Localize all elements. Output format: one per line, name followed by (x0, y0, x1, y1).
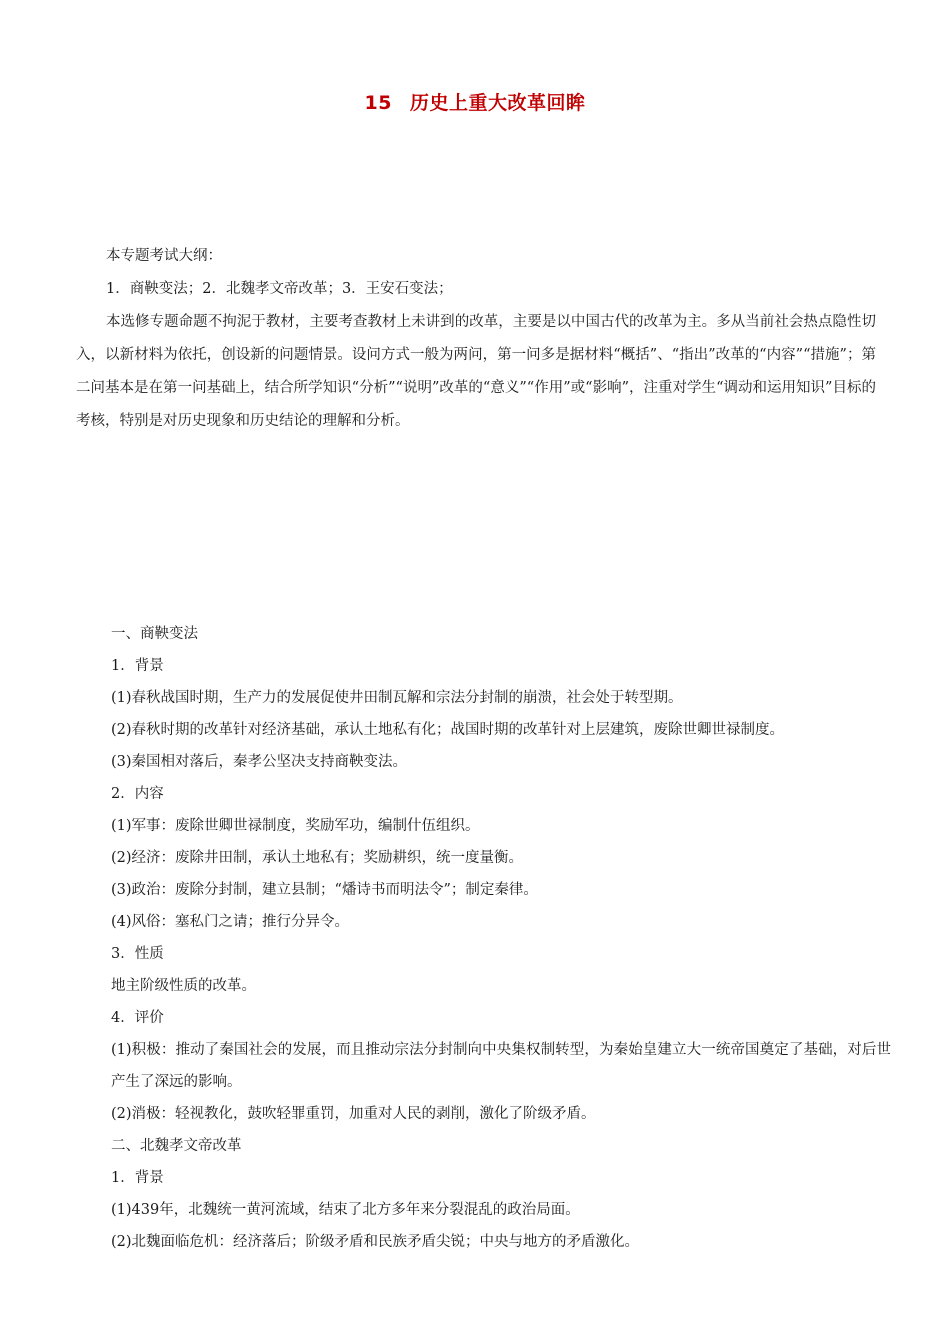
exam-outline-section (76, 240, 876, 438)
list-item: (2)经济：废除井田制，承认土地私有；奖励耕织，统一度量衡。 (111, 850, 524, 866)
outline-heading: 本专题考试大纲： (106, 248, 222, 264)
nature-text: 地主阶级性质的改革。 (111, 978, 256, 994)
evaluation-positive: (1)积极：推动了秦国社会的发展，而且推动宗法分封制向中央集权制转型，为秦始皇建立大一统帝国奠定了基础，对后世产生了深远的影响。 (111, 1042, 891, 1090)
list-item: (2)春秋时期的改革针对经济基础，承认土地私有化；战国时期的改革针对上层建筑，废除世卿世禄制度。 (111, 722, 785, 738)
title-number: 15 (364, 92, 392, 114)
subheading-evaluation: 4．评价 (111, 1010, 164, 1026)
list-item: (1)439年，北魏统一黄河流域，结束了北方多年来分裂混乱的政治局面。 (111, 1202, 580, 1218)
evaluation-negative: (2)消极：轻视教化，鼓吹轻罪重罚，加重对人民的剥削，激化了阶级矛盾。 (111, 1106, 596, 1122)
outline-description: 本选修专题命题不拘泥于教材，主要考查教材上未讲到的改革，主要是以中国古代的改革为主。多从当前社会热点隐性切入，以新材料为依托，创设新的问题情景。设问方式一般为两问，第一问多是据材料“概括”、“指出”改革的“内容”“措施”；第二问基本是在第一问基础上，结合所学知识“分析”“说明”改革的“意义”“作用”或“影响”，注重对学生“调动和运用知识”目标的考核，特别是对历史现象和历史结论的理解和分析。 (76, 314, 876, 429)
outline-list: 1．商鞅变法；2．北魏孝文帝改革；3．王安石变法； (106, 281, 453, 297)
subheading-background: 1．背景 (111, 1170, 164, 1186)
section-heading-xiaowen: 二、北魏孝文帝改革 (111, 1138, 242, 1154)
title-text: 历史上重大改革回眸 (409, 92, 586, 114)
subheading-nature: 3．性质 (111, 946, 164, 962)
list-item: (3)秦国相对落后，秦孝公坚决支持商鞅变法。 (111, 754, 408, 770)
section-heading-shang-yang: 一、商鞅变法 (111, 626, 198, 642)
subheading-background: 1．背景 (111, 658, 164, 674)
list-item: (2)北魏面临危机：经济落后；阶级矛盾和民族矛盾尖锐；中央与地方的矛盾激化。 (111, 1234, 640, 1250)
list-item: (1)军事：废除世卿世禄制度，奖励军功，编制什伍组织。 (111, 818, 480, 834)
page-title (0, 88, 950, 115)
list-item: (1)春秋战国时期，生产力的发展促使井田制瓦解和宗法分封制的崩溃，社会处于转型期。 (111, 690, 683, 706)
list-item: (3)政治：废除分封制，建立县制；“燔诗书而明法令”；制定秦律。 (111, 882, 538, 898)
content-body (111, 618, 891, 1258)
list-item: (4)风俗：塞私门之请；推行分异令。 (111, 914, 350, 930)
subheading-content: 2．内容 (111, 786, 164, 802)
